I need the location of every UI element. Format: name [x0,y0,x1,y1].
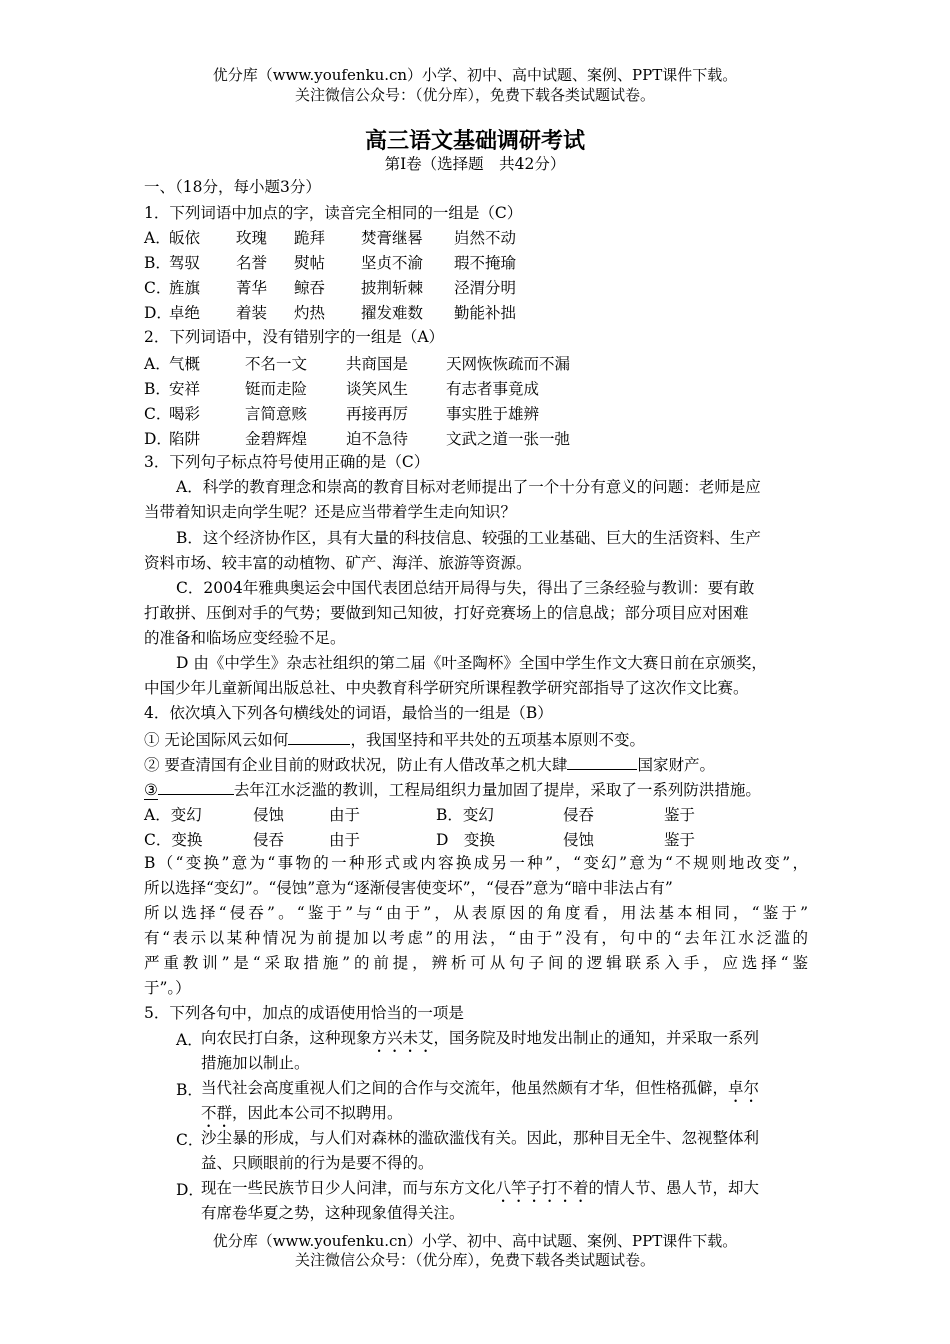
q4-explanation-line-2: 所以选择“变幻”。“侵蚀”意为“逐渐侵害使变坏”，“侵吞”意为“暗中非法占有” [144,879,673,897]
sentence-text: 向农民打白条，这种现象 [201,1029,372,1047]
q3-option-c-line-1: C．2004年雅典奥运会中国代表团总结开局得与失，得出了三条经验与教训：要有敢 [176,579,755,597]
sentence-text: ① 无论国际风云如何 [144,731,289,749]
fill-blank [288,728,350,745]
option-label: B． [144,380,171,398]
sentence-text: ② 要查清国有企业目前的财政状况，防止有人借改革之机大肆 [144,756,568,774]
dotted-idiom: 方兴未艾 [371,1029,434,1047]
word: 事实胜于雄辨 [446,405,540,423]
q5-option-d-label: D． [176,1181,204,1199]
word: 文武之道一张一弛 [446,430,571,448]
word: 安祥 [169,380,201,398]
word: 泾渭分明 [454,279,517,297]
q5-option-b-label: B． [176,1081,203,1099]
q3-option-d-line-1: D 由《中学生》杂志社组织的第二届《叶圣陶杯》全国中学生作文大赛日前在京颁奖， [176,654,767,672]
q4-sentence-1 [144,728,645,750]
word: 驾驭 [169,254,201,272]
word: 鲸吞 [294,279,326,297]
footer-line-2: 关注微信公众号：（优分库），免费下载各类试题试卷。 [294,1251,655,1269]
dotted-idiom: 不群 [201,1104,233,1122]
option-label: C． [144,405,172,423]
fill-blank [158,778,234,795]
q3-option-d-line-2: 中国少年儿童新闻出版总社、中央教育科学研究所课程教学研究部指导了这次作文比赛。 [144,679,749,697]
option-a: A．变幻 [144,806,202,824]
word: 谈笑风生 [346,380,409,398]
option-label: B． [144,254,171,272]
sentence-text: 当代社会高度重视人们之间的合作与交流年，他虽然颇有才华，但性格孤僻， [201,1079,729,1097]
q3-option-c-line-2: 打敢拼、压倒对手的气势；要做到知己知彼，打好竞赛场上的信息战；部分项目应对困难 [144,604,749,622]
word: 瑕不掩瑜 [454,254,517,272]
q5-stem: 5．下列各句中，加点的成语使用恰当的一项是 [144,1004,464,1022]
word: 披荆斩棘 [361,279,424,297]
option-label: A． [144,355,171,373]
dotted-idiom: 卓尔 [728,1079,760,1097]
word: 有志者事竟成 [446,380,540,398]
word: 再接再厉 [346,405,409,423]
header-line-2: 关注微信公众号：（优分库），免费下载各类试题试卷。 [294,86,655,104]
q4-explanation-line-1: B（“变换”意为“事物的一种形式或内容换成另一种”，“变幻”意为“不规则地改变”， [144,854,808,872]
page-title: 高三语文基础调研考试 [364,128,585,154]
sentence-text: ，因此本公司不拟聘用。 [232,1104,403,1122]
word: 迫不急待 [346,430,409,448]
q3-option-a-line-1: A．科学的教育理念和崇高的教育目标对老师提出了一个十分有意义的问题：老师是应 [176,478,761,496]
option-b: B．变幻 [436,806,494,824]
q4-explanation-line-4: 有“表示以某种情况为前提加以考虑”的用法，“由于”没有，句中的“去年江水泛滥的 [144,929,808,947]
word: 皈依 [169,229,201,247]
q3-option-b-line-1: B．这个经济协作区，具有大量的科技信息、较强的工业基础、巨大的生活资料、生产 [176,529,761,547]
q3-option-b-line-2: 资料市场、较丰富的动植物、矿产、海洋、旅游等资源。 [144,554,532,572]
word: 岿然不动 [454,229,517,247]
sentence-text: 去年江水泛滥的教训，工程局组织力量加固了提岸，采取了一系列防洪措施。 [233,781,761,799]
sentence-text: 的情人节、愚人节，却大 [588,1179,760,1197]
footer-line-1: 优分库（www.youfenku.cn）小学、初中、高中试题、案例、PPT课件下载。 [212,1232,738,1250]
option-c: C．变换 [144,831,203,849]
q5-option-b-line-1 [201,1078,759,1106]
q4-explanation-line-5: 严重教训”是“采取措施”的前提，辨析可从句子间的逻辑联系入手，应选择“鉴 [144,954,808,972]
word: 跪拜 [294,229,326,247]
sentence-text: ，我国坚持和平共处的五项基本原则不变。 [350,731,645,749]
option-c-word-3: 由于 [329,831,361,849]
word: 名誉 [236,254,268,272]
q4-explanation-line-6: 于”。） [144,979,191,997]
q4-stem: 4．依次填入下列各句横线处的词语，最恰当的一组是（B） [144,704,553,722]
sentence-text: 国家财产。 [637,756,715,774]
word: 言简意赅 [245,405,308,423]
word: 气概 [169,355,201,373]
option-label: C． [144,279,172,297]
q2-stem: 2．下列词语中，没有错别字的一组是（A） [144,328,445,346]
word: 陷阱 [169,430,201,448]
option-a-word-2: 侵蚀 [253,806,285,824]
option-label: A． [144,229,171,247]
word: 坚贞不渝 [361,254,424,272]
fill-blank [567,753,637,770]
word: 灼热 [294,304,326,322]
option-d-word-2: 侵蚀 [563,831,595,849]
word: 天网恢恢疏而不漏 [446,355,571,373]
q4-sentence-3 [144,778,761,800]
sentence-text: 现在一些民族节日少人问津，而与东方文化 [201,1179,496,1197]
word: 菁华 [236,279,268,297]
dotted-idiom: 八竿子打不着 [495,1179,589,1197]
option-b-word-2: 侵吞 [563,806,595,824]
q5-option-a-line-1 [201,1028,759,1056]
word: 旌旗 [169,279,201,297]
q5-option-a-line-2: 措施加以制止。 [201,1054,310,1072]
option-label: D． [144,430,172,448]
q4-sentence-2 [144,753,715,775]
q5-option-d-line-2: 有席卷华夏之势，这种现象值得关注。 [201,1204,465,1222]
word: 铤而走险 [245,380,308,398]
word: 喝彩 [169,405,201,423]
option-b-word-3: 鉴于 [664,806,696,824]
sentence-text: ，国务院及时地发出制止的通知，并采取一系列 [433,1029,760,1047]
q3-option-a-line-2: 当带着知识走向学生呢？还是应当带着学生走向知识？ [144,503,517,521]
word: 金碧辉煌 [245,430,308,448]
q5-option-a-label: A． [176,1031,203,1049]
q5-option-c-line-1: 沙尘暴的形成，与人们对森林的滥砍滥伐有关。因此，那种目无全牛、忽视整体利 [201,1129,760,1147]
word: 勤能补拙 [454,304,517,322]
q1-stem: 1．下列词语中加点的字，读音完全相同的一组是（C） [144,204,523,222]
option-a-word-3: 由于 [329,806,361,824]
q3-stem: 3．下列句子标点符号使用正确的是（C） [144,453,430,471]
q5-option-c-label: C． [176,1131,204,1149]
word: 共商国是 [346,355,409,373]
q5-option-d-line-1 [201,1178,759,1206]
word: 着装 [236,304,268,322]
option-c-word-2: 侵吞 [253,831,285,849]
option-d-word-3: 鉴于 [664,831,696,849]
q5-option-c-line-2: 益、只顾眼前的行为是要不得的。 [201,1154,434,1172]
section-heading: 一、（18分，每小题3分） [144,178,321,196]
q4-explanation-line-3: 所以选择“侵吞”。“鉴于”与“由于”，从表原因的角度看，用法基本相同，“鉴于” [144,904,808,922]
word: 焚膏继晷 [361,229,424,247]
word: 熨帖 [294,254,326,272]
q3-option-c-line-3: 的准备和临场应变经验不足。 [144,629,346,647]
page-subtitle: 第Ⅰ卷（选择题 共42分） [384,155,566,173]
sentence-number: ③ [144,781,158,799]
q5-option-b-line-2 [201,1103,403,1131]
header-line-1: 优分库（www.youfenku.cn）小学、初中、高中试题、案例、PPT课件下载。 [212,66,738,84]
word: 擢发难数 [361,304,424,322]
word: 玫瑰 [236,229,268,247]
word: 不名一文 [245,355,308,373]
option-label: D． [144,304,172,322]
word: 卓绝 [169,304,201,322]
option-d: D 变换 [436,831,495,849]
